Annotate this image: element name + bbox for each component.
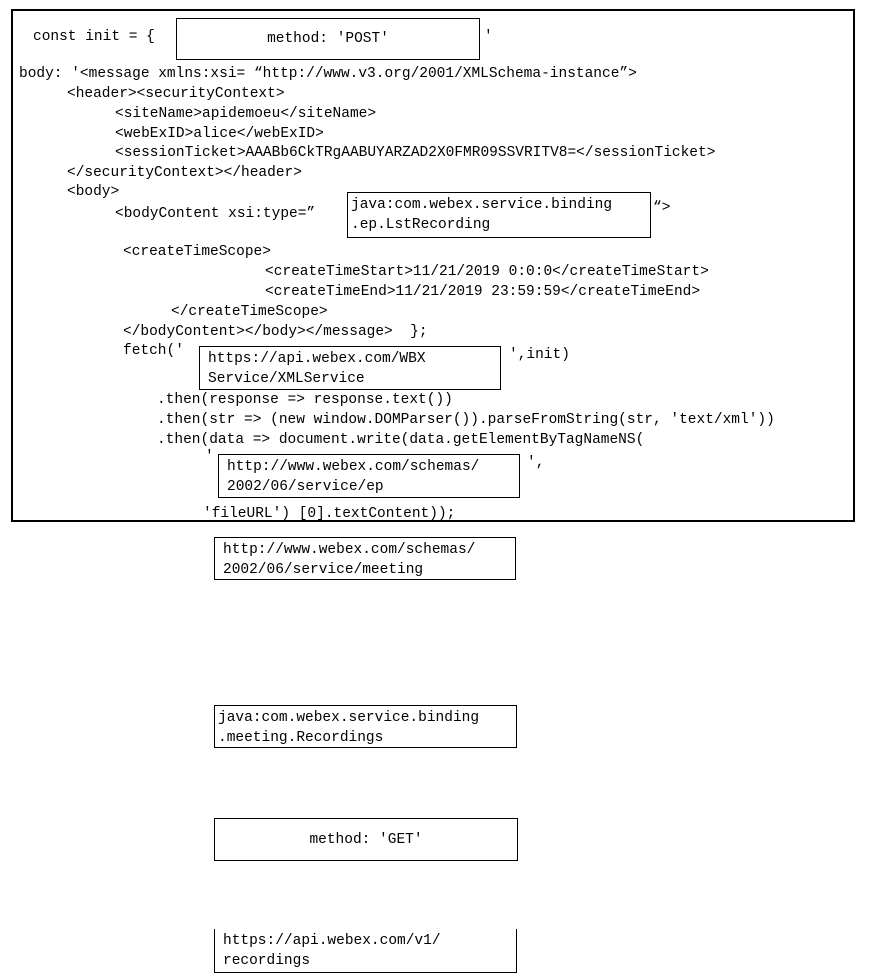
code-line-webexid: <webExID>alice</webExID> <box>115 126 324 142</box>
code-line-fetch-tail: ',init) <box>509 347 570 363</box>
option-namespace-meeting[interactable]: http://www.webex.com/schemas/ 2002/06/service/meeting <box>214 537 516 580</box>
code-line-createtimescope: <createTimeScope> <box>123 244 271 260</box>
code-line-namespace-open: ' <box>205 449 214 465</box>
code-line-fetch: fetch(' <box>123 343 184 359</box>
code-panel <box>11 9 855 522</box>
code-line-sessionticket: <sessionTicket>AAABb6CkTRgAABUYARZAD2X0FMR09SSVRITV8=</sessionTicket> <box>115 145 716 161</box>
option-method-get[interactable]: method: 'GET' <box>214 818 518 861</box>
code-line-then-response: .then(response => response.text()) <box>157 392 453 408</box>
drop-slot-binding[interactable]: java:com.webex.service.binding .ep.LstRecording <box>347 192 651 238</box>
code-line-body: body: '<message xmlns:xsi= “http://www.v3.org/2001/XMLSchema-instance”> <box>19 66 637 82</box>
code-line-createtimestart: <createTimeStart>11/21/2019 0:0:0</createTimeStart> <box>265 264 709 280</box>
code-line-createtimescope-close: </createTimeScope> <box>171 304 328 320</box>
code-line-namespace-tail: ', <box>527 455 545 471</box>
drop-slot-url[interactable]: https://api.webex.com/WBX Service/XMLService <box>199 346 501 390</box>
code-line-then-str: .then(str => (new window.DOMParser()).parseFromString(str, 'text/xml')) <box>157 412 775 428</box>
code-line-message-close: </bodyContent></body></message> }; <box>123 324 428 340</box>
code-line-fileurl: 'fileURL') [0].textContent)); <box>203 506 456 522</box>
code-line-bodycontent: <bodyContent xsi:type=” <box>115 206 316 222</box>
code-line-header: <header><securityContext> <box>67 86 285 102</box>
code-line-header-close: </securityContext></header> <box>67 165 302 181</box>
code-line-sitename: <siteName>apidemoeu</siteName> <box>115 106 377 122</box>
option-binding-meeting-recordings[interactable]: java:com.webex.service.binding .meeting.Recordings <box>214 705 517 748</box>
code-line-init: const init = { <box>33 29 155 45</box>
code-line-init-tail: ' <box>484 29 493 45</box>
drop-slot-method[interactable]: method: 'POST' <box>176 18 480 60</box>
option-url-v1-recordings[interactable]: https://api.webex.com/v1/ recordings <box>214 929 517 973</box>
drop-slot-namespace[interactable]: http://www.webex.com/schemas/ 2002/06/service/ep <box>218 454 520 498</box>
code-line-body-open: <body> <box>67 184 120 200</box>
code-line-bodycontent-tail: “> <box>653 200 671 216</box>
code-line-createtimeend: <createTimeEnd>11/21/2019 23:59:59</createTimeEnd> <box>265 284 701 300</box>
code-line-then-data: .then(data => document.write(data.getElementByTagNameNS( <box>157 432 645 448</box>
